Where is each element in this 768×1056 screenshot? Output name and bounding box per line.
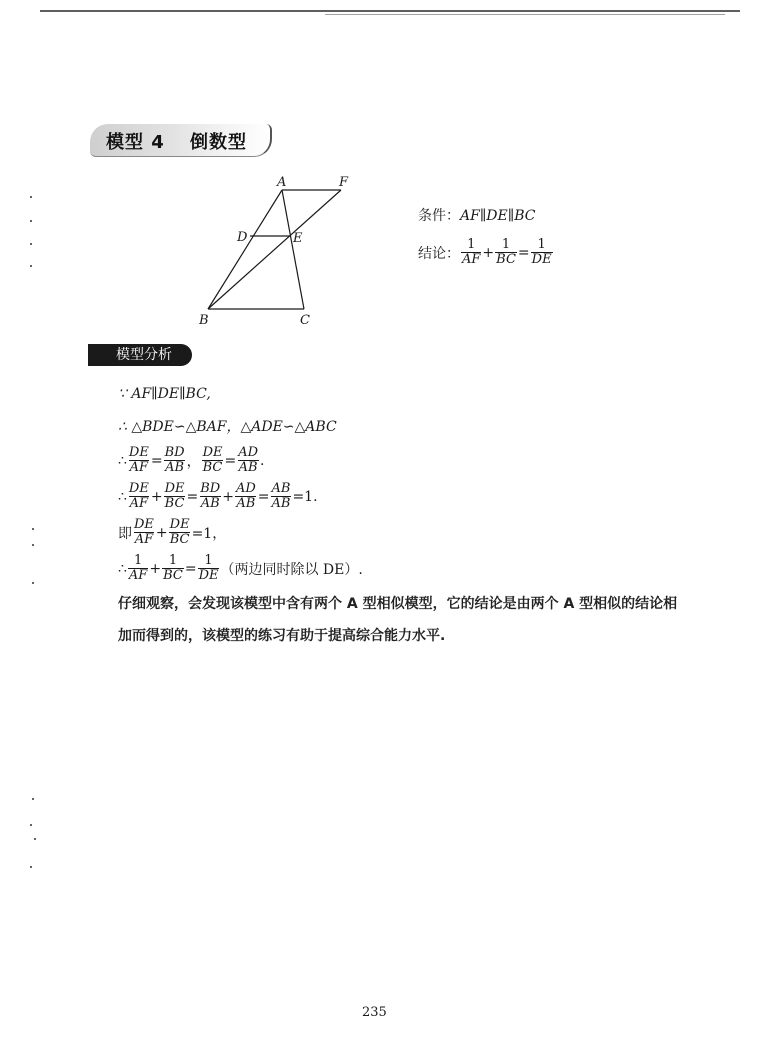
analysis-section-tab: 模型分析 [88,344,192,366]
model-name-label: 倒数型 [190,132,247,153]
frac-bd-ab: $\frac{BD}{AB}$ [164,445,185,475]
segment-bf [208,190,341,309]
analysis-paragraph: 仔细观察，会发现该模型中含有两个 A 型相似模型，它的结论是由两个 A 型相似的结论相加而得到的，该模型的练习有助于提高综合能力水平. [118,596,678,644]
scan-speck [30,824,32,826]
point-label-e: E [293,231,303,246]
scan-speck [32,544,34,546]
proof-line-6: ∴ $\frac{1}{AF}$ + $\frac{1}{BC}$ = $\frac{1}{DE}$ （两边同时除以 DE）. [118,553,363,583]
condition-line [418,205,535,225]
fraction-1-bc: $\frac{1}{BC}$ [496,237,516,267]
scan-speck [30,196,32,198]
page-number: 235 [362,1005,387,1020]
division-note: （两边同时除以 DE）. [220,561,363,578]
conclusion-line [418,238,554,267]
proof-line-3: ∴ $\frac{DE}{AF}$ = $\frac{BD}{AB}$ ， $\frac{DE}{BC}$ = $\frac{AD}{AB}$ . [118,445,265,475]
point-label-f: F [339,175,349,190]
geometry-figure [195,172,365,332]
point-label-a: A [277,175,287,190]
proof-line-1: ∵ AF∥DE∥BC, [118,386,211,402]
equals-sign: = [517,244,530,261]
scan-speck [34,838,36,840]
point-label-b: B [199,313,209,328]
segment-ac [282,190,304,309]
proof-line-4: ∴ $\frac{DE}{AF}$ + $\frac{DE}{BC}$ = $\frac{BD}{AB}$ + $\frac{AD}{AB}$ = $\frac{AB}{AB}$ =1. [118,481,318,511]
frac-de-bc: $\frac{DE}{BC}$ [202,445,223,475]
scan-speck [32,528,34,530]
condition-label: 条件： [418,208,460,224]
scan-speck [30,866,32,868]
model-number-label: 模型 4 [106,132,165,153]
point-label-c: C [300,313,310,328]
scan-edge-line [40,10,740,12]
scan-speck [30,265,32,267]
proof-line-2: ∴ △BDE∽△BAF，△ADE∽△ABC [118,419,337,435]
scan-speck [32,582,34,584]
scan-speck [32,798,34,800]
model-title-banner [90,124,272,158]
segment-ab [208,190,282,309]
scan-speck [30,243,32,245]
condition-text: AF∥DE∥BC [460,208,536,224]
scan-edge-line-secondary [325,14,725,15]
proof-line-5: 即 $\frac{DE}{AF}$ + $\frac{DE}{BC}$ =1， [118,517,227,547]
point-label-d: D [237,230,248,245]
frac-de-af: $\frac{DE}{AF}$ [128,445,149,475]
fraction-1-af: $\frac{1}{AF}$ [462,237,481,267]
scan-speck [30,220,32,222]
fraction-1-de: $\frac{1}{DE}$ [531,237,552,267]
frac-ad-ab: $\frac{AD}{AB}$ [238,445,259,475]
plus-sign: + [482,244,495,261]
conclusion-label: 结论： [418,245,460,262]
